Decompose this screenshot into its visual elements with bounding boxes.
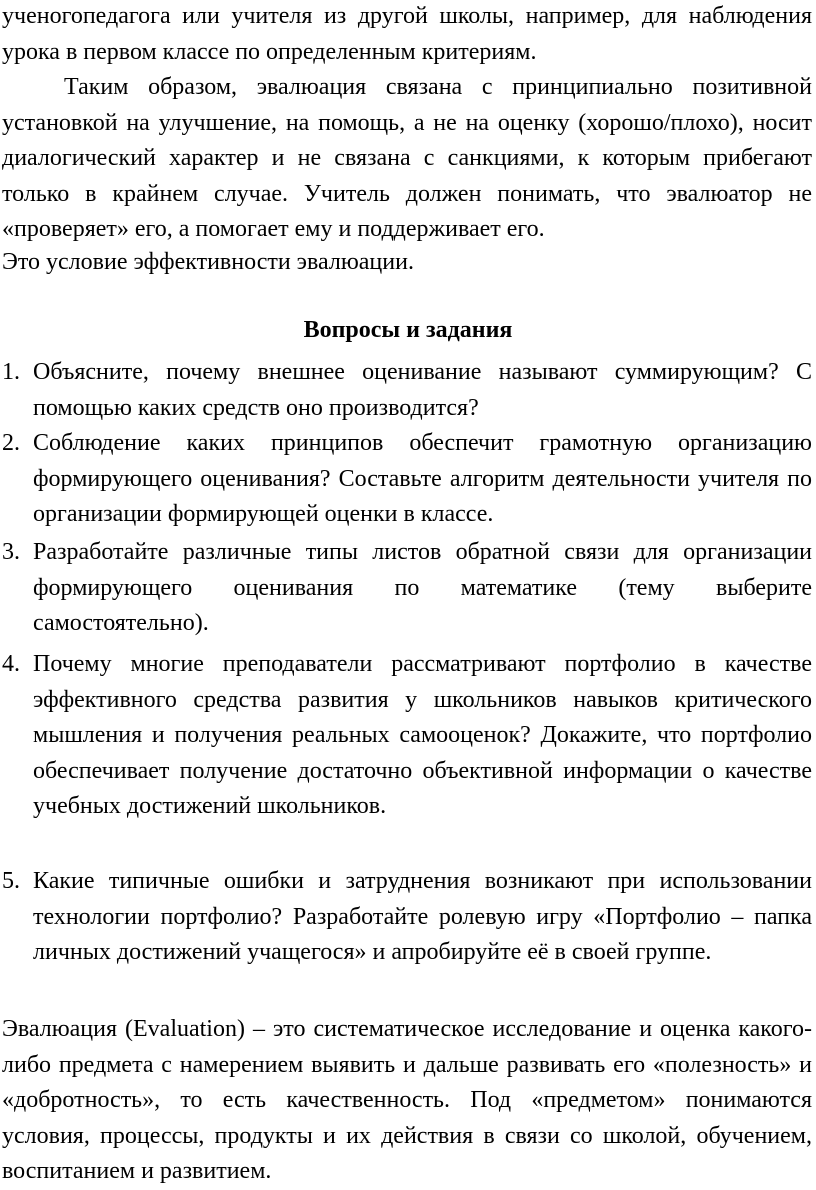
question-number: 2. — [2, 430, 20, 456]
question-text: Объясните, почему внешнее оценивание называют суммирующим? С помощью каких средств оно производится? — [33, 359, 812, 421]
question-text: Почему многие преподаватели рассматривают портфолио в качестве эффективного средства развития у школьников навыков критического мышления и получения реальных самооценок? Докажите, что портфолио обеспечивает получение достаточно объективной информации о качестве учебных достижений школьников. — [33, 651, 812, 819]
section-heading: Вопросы и задания — [303, 317, 513, 343]
question-text: Соблюдение каких принципов обеспечит грамотную организацию формирующего оценивания? Составьте алгоритм деятельности учителя по организации формирующей оценки в классе. — [33, 430, 812, 527]
question-number: 5. — [2, 868, 20, 894]
intro-paragraph-1: ученогопедагога или учителя из другой школы, например, для наблюдения урока в первом классе по определенным критериям. — [2, 3, 812, 65]
question-text: Разработайте различные типы листов обратной связи для организации формирующего оценивания по математике (тему выберите самостоятельно). — [33, 539, 812, 636]
question-number: 4. — [2, 651, 20, 677]
question-number: 3. — [2, 539, 20, 565]
question-number: 1. — [2, 359, 20, 385]
intro-paragraph-3: Это условие эффективности эвалюации. — [2, 249, 414, 275]
definition-paragraph: Эвалюация (Evaluation) – это систематическое исследование и оценка какого-либо предмета с намерением выявить и дальше развивать его «полезность» и «добротность», то есть качественность. Под «предметом» понимаются условия, процессы, продукты и их действия в связи со школой, обучением, воспитанием и развитием. — [2, 1016, 812, 1184]
intro-paragraph-2: Таким образом, эвалюация связана с принципиально позитивной установкой на улучшение, на помощь, а не на оценку (хорошо/плохо), носит диалогический характер и не связана с санкциями, к которым прибегают только в крайнем случае. Учитель должен понимать, что эвалюатор не «проверяет» его, а помогает ему и поддерживает его. — [2, 74, 812, 242]
question-text: Какие типичные ошибки и затруднения возникают при использовании технологии портфолио? Разработайте ролевую игру «Портфолио – папка личных достижений учащегося» и апробируйте её в своей группе. — [33, 868, 812, 965]
